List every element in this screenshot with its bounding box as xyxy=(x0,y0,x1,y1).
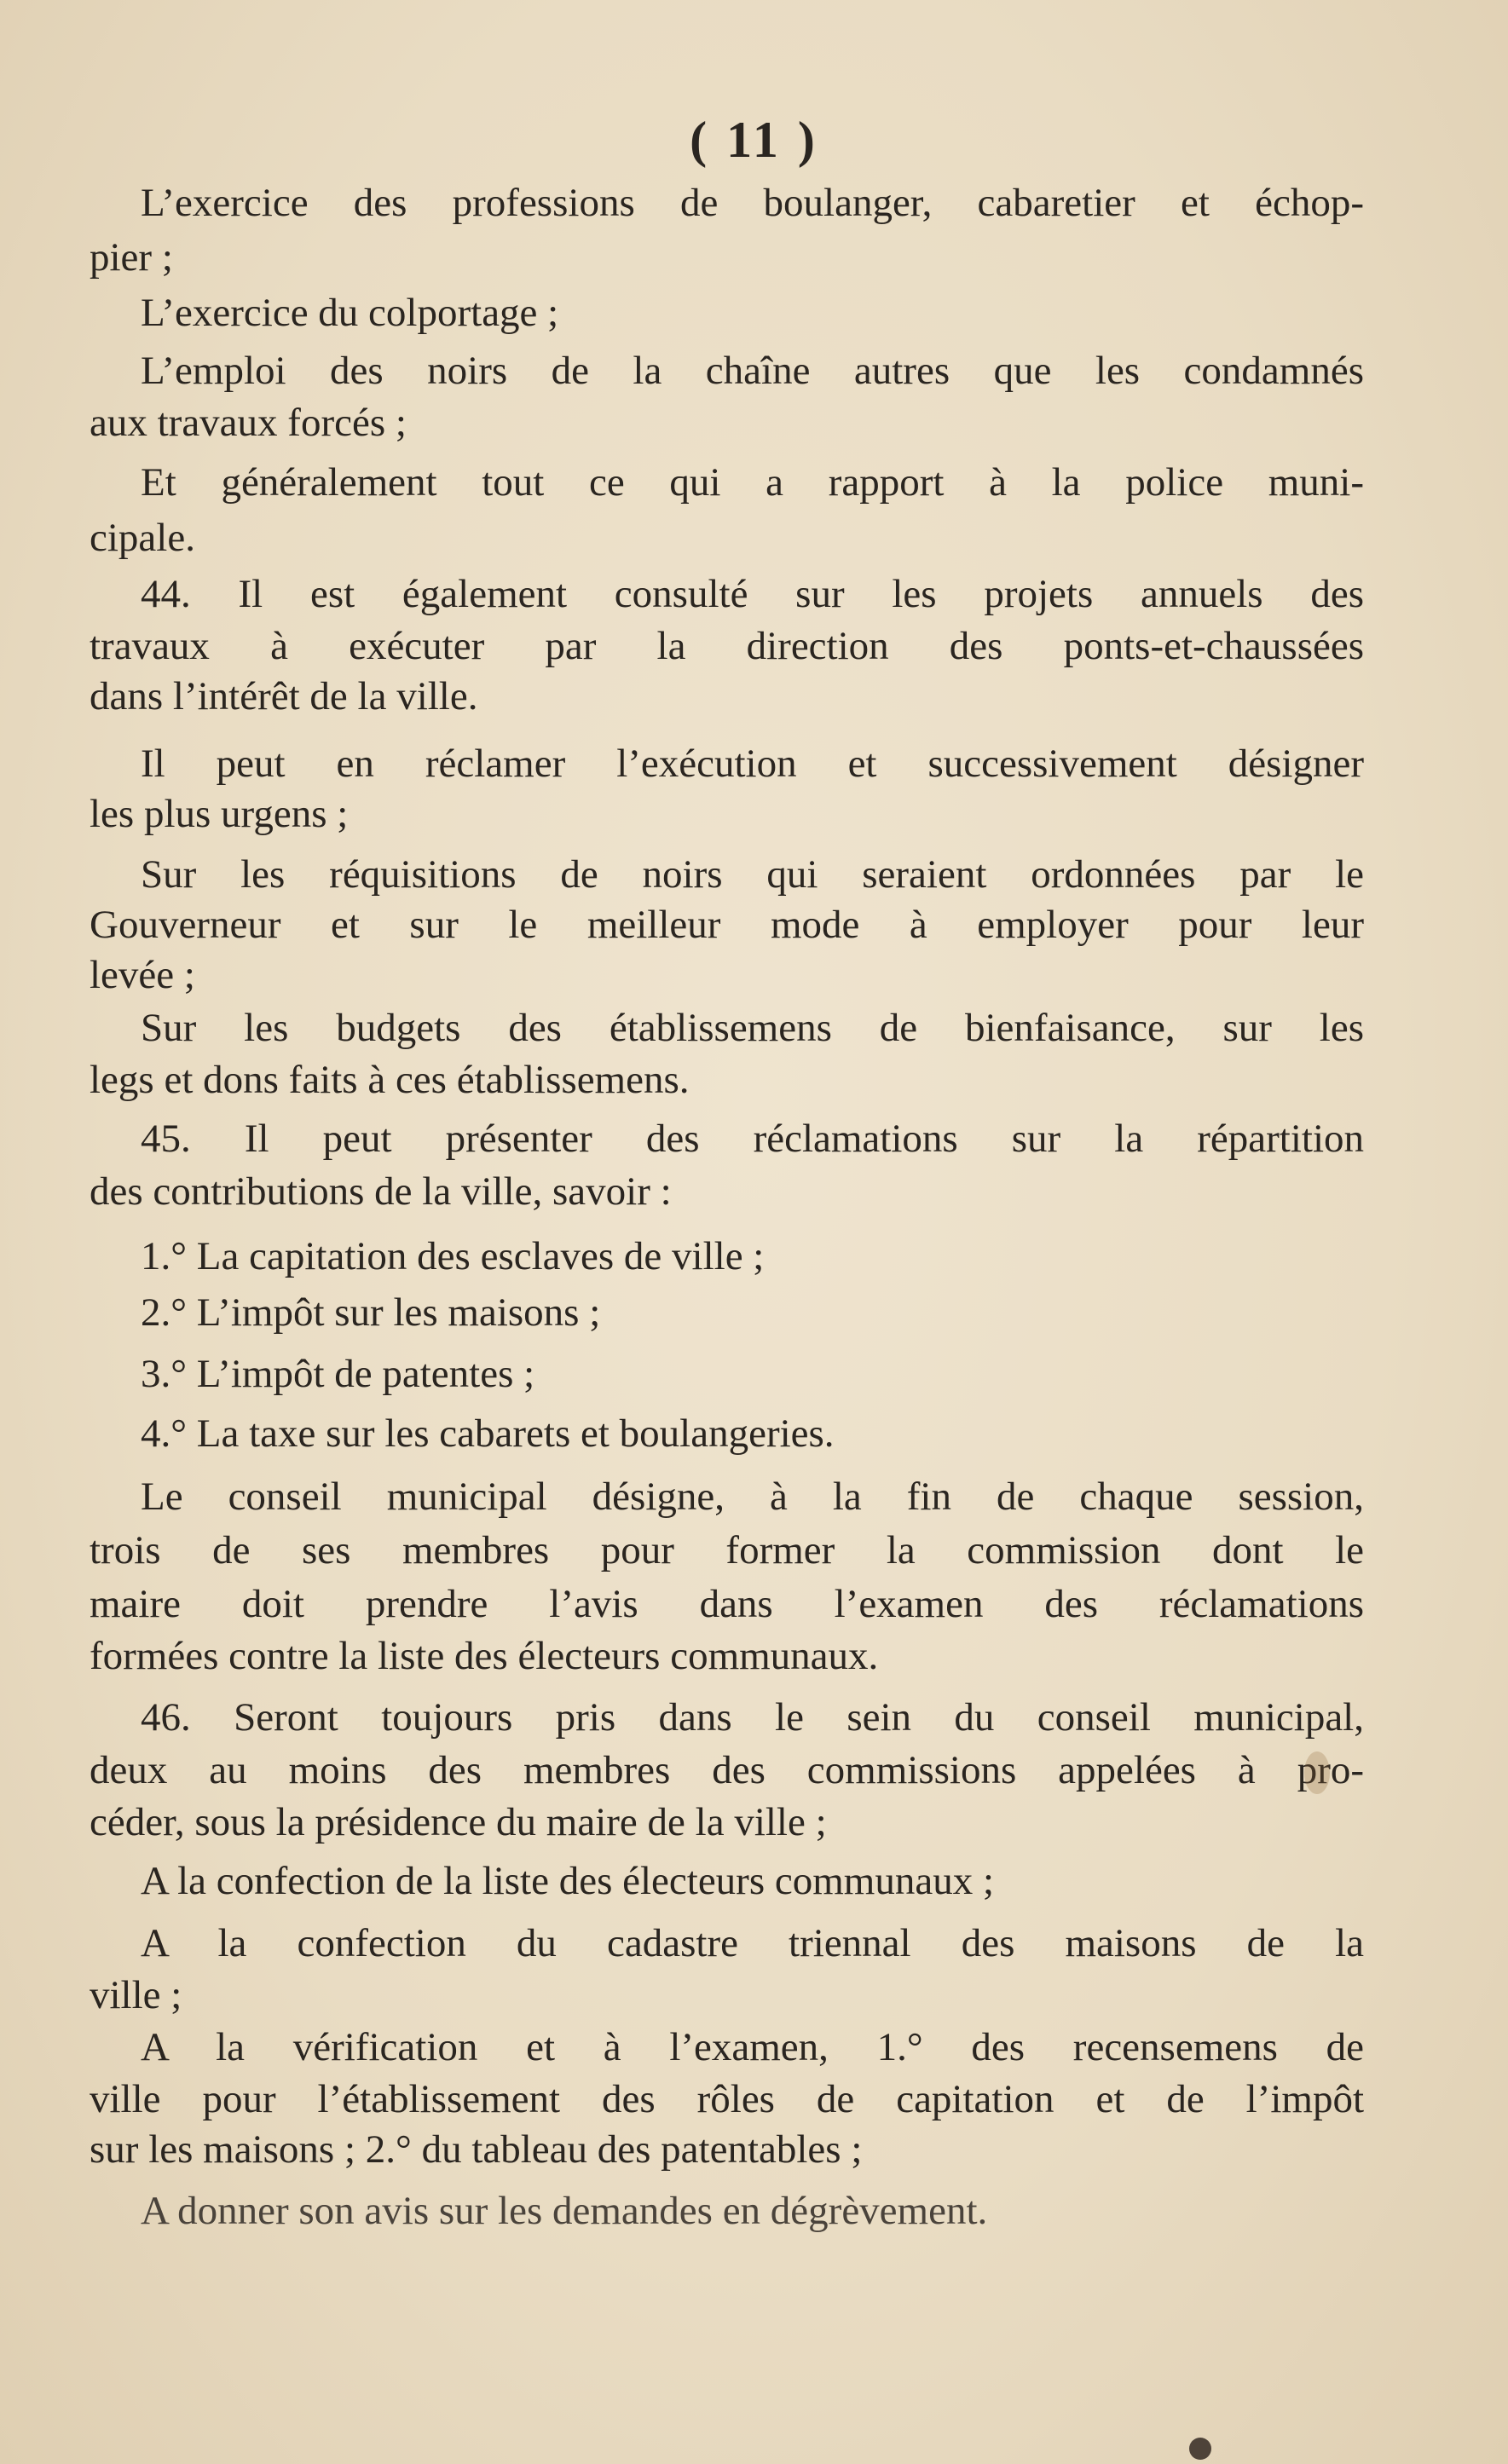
ink-spot xyxy=(1189,2438,1211,2460)
text-line: Et généralement tout ce qui a rapport à la police muni- xyxy=(141,460,1364,505)
text-line: A la confection du cadastre triennal des maisons de la xyxy=(141,1921,1364,1965)
text-line: aux travaux forcés ; xyxy=(90,401,407,445)
text-line: travaux à exécuter par la direction des ponts-et-chaussées xyxy=(90,624,1364,668)
text-line: maire doit prendre l’avis dans l’examen des réclamations xyxy=(90,1582,1364,1626)
text-line: pier ; xyxy=(90,235,173,280)
text-line: Il peut en réclamer l’exécution et successivement désigner xyxy=(141,742,1364,786)
text-line: A la confection de la liste des électeurs communaux ; xyxy=(141,1859,995,1903)
paper-stain xyxy=(1304,1751,1330,1794)
text-line: 4.° La taxe sur les cabarets et boulangeries. xyxy=(141,1411,835,1456)
text-line: L’emploi des noirs de la chaîne autres que les condamnés xyxy=(141,349,1364,393)
text-line: 45. Il peut présenter des réclamations sur la répartition xyxy=(141,1117,1364,1161)
text-line: 46. Seront toujours pris dans le sein du conseil municipal, xyxy=(141,1695,1364,1740)
text-line: formées contre la liste des électeurs communaux. xyxy=(90,1634,879,1678)
page-number: ( 11 ) xyxy=(690,112,818,168)
text-line: legs et dons faits à ces établissemens. xyxy=(90,1058,690,1102)
text-line: céder, sous la présidence du maire de la ville ; xyxy=(90,1800,827,1844)
text-line: Sur les budgets des établissemens de bienfaisance, sur les xyxy=(141,1006,1364,1050)
text-line: A donner son avis sur les demandes en dégrèvement. xyxy=(141,2189,988,2233)
text-line: ville ; xyxy=(90,1973,182,2017)
text-line: trois de ses membres pour former la commission dont le xyxy=(90,1528,1364,1572)
text-line: L’exercice du colportage ; xyxy=(141,291,559,335)
text-line: dans l’intérêt de la ville. xyxy=(90,674,478,718)
text-line: levée ; xyxy=(90,953,195,997)
text-line: les plus urgens ; xyxy=(90,792,349,836)
text-line: Sur les réquisitions de noirs qui seraient ordonnées par le xyxy=(141,852,1364,897)
text-line: cipale. xyxy=(90,516,195,560)
text-line: 1.° La capitation des esclaves de ville ; xyxy=(141,1234,765,1278)
text-line: Le conseil municipal désigne, à la fin de chaque session, xyxy=(141,1474,1364,1519)
text-line: L’exercice des professions de boulanger, cabaretier et échop- xyxy=(141,181,1364,225)
text-line: 44. Il est également consulté sur les projets annuels des xyxy=(141,572,1364,616)
text-line: 2.° L’impôt sur les maisons ; xyxy=(141,1290,601,1335)
text-line: deux au moins des membres des commissions appelées à pro- xyxy=(90,1748,1364,1792)
text-line: ville pour l’établissement des rôles de capitation et de l’impôt xyxy=(90,2077,1364,2121)
text-line: A la vérification et à l’examen, 1.° des recensemens de xyxy=(141,2025,1364,2069)
text-line: des contributions de la ville, savoir : xyxy=(90,1169,672,1214)
text-line: sur les maisons ; 2.° du tableau des patentables ; xyxy=(90,2127,863,2172)
text-line: 3.° L’impôt de patentes ; xyxy=(141,1352,535,1396)
text-line: Gouverneur et sur le meilleur mode à employer pour leur xyxy=(90,903,1364,947)
